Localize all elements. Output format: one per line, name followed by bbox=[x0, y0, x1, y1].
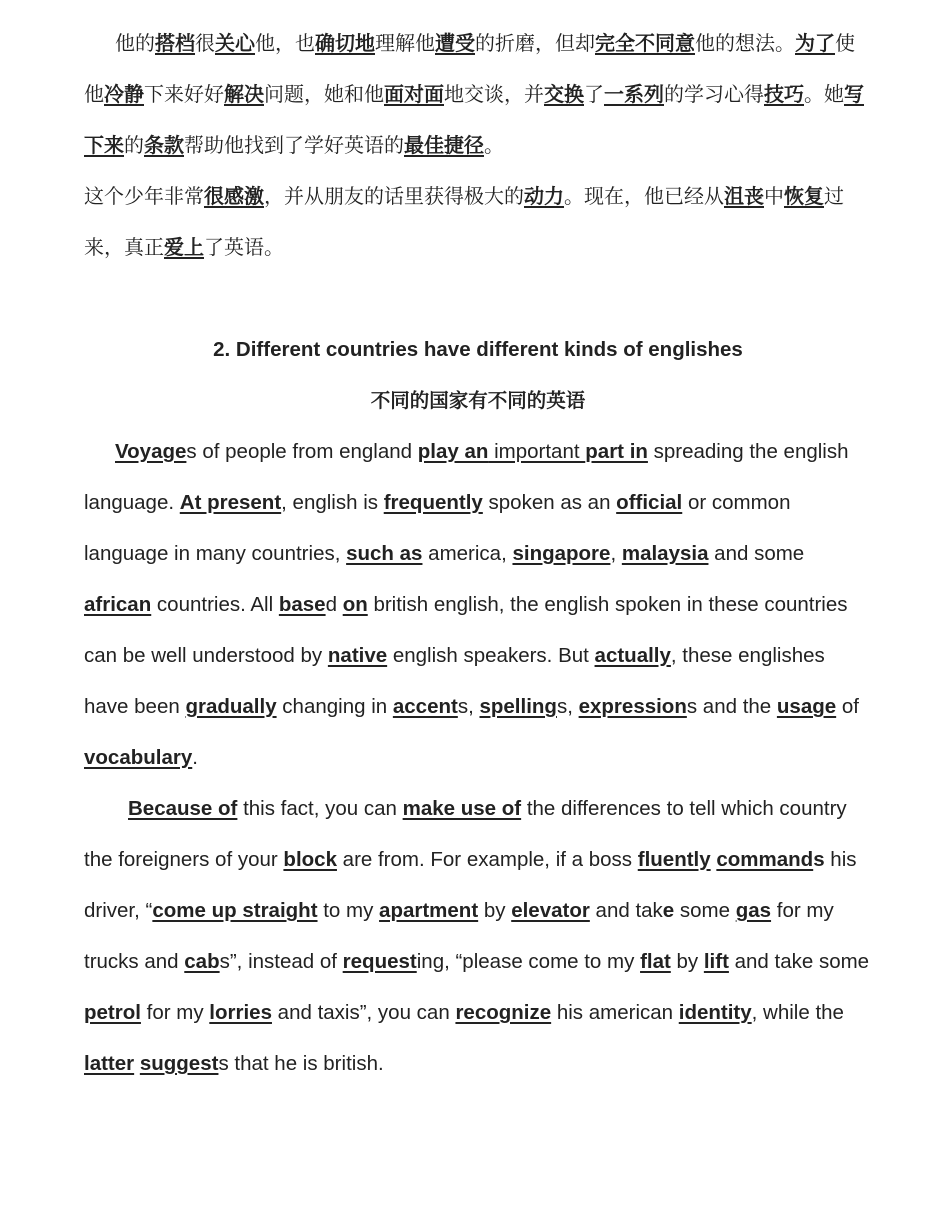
keyword-highlight: 爱上 bbox=[164, 235, 204, 259]
keyword-highlight: recognize bbox=[455, 1001, 552, 1024]
keyword-highlight: Because of bbox=[128, 797, 238, 820]
text-run: 他，也 bbox=[255, 31, 315, 55]
keyword-highlight: usage bbox=[776, 695, 837, 718]
text-run: 的折磨，但却 bbox=[475, 31, 595, 55]
keyword-highlight: block bbox=[283, 848, 337, 871]
keyword-highlight: 确切地 bbox=[315, 31, 375, 55]
text-run: or common language in many countries, bbox=[84, 491, 791, 565]
keyword-highlight: identity bbox=[678, 1001, 752, 1024]
text-run: spoken as an bbox=[482, 491, 617, 514]
text-run: 这个少年非常 bbox=[84, 184, 204, 208]
underlined-text: important bbox=[488, 440, 586, 463]
keyword-highlight: 为了 bbox=[795, 31, 835, 55]
text-run: and taxis”, you can bbox=[271, 1001, 456, 1024]
paragraph-partner-help bbox=[84, 18, 872, 171]
text-run: some bbox=[674, 899, 736, 922]
keyword-highlight: part in bbox=[585, 440, 648, 463]
keyword-highlight: such as bbox=[346, 542, 423, 565]
keyword-highlight: 条款 bbox=[144, 133, 184, 157]
keyword-highlight: 最佳捷径 bbox=[404, 133, 484, 157]
section-heading: 2. Different countries have different kinds of englishes bbox=[213, 338, 743, 361]
keyword-highlight: singapore bbox=[512, 542, 611, 565]
paragraph-teen-grateful bbox=[84, 171, 872, 273]
keyword-highlight: official bbox=[616, 491, 683, 514]
text-run: and some bbox=[708, 542, 805, 565]
keyword-highlight: 恢复 bbox=[784, 184, 824, 208]
keyword-highlight: flat bbox=[640, 950, 671, 973]
text-run: of bbox=[836, 695, 859, 718]
keyword-highlight: actually bbox=[594, 644, 671, 667]
section-gap bbox=[84, 273, 872, 324]
keyword-highlight: fluently bbox=[637, 848, 711, 871]
keyword-highlight: frequently bbox=[383, 491, 483, 514]
keyword-highlight: 动力 bbox=[524, 184, 564, 208]
text-run: s of people from england bbox=[186, 440, 418, 463]
text-run: for my trucks and bbox=[84, 899, 834, 973]
paragraph-because-of bbox=[84, 783, 872, 1089]
text-run: changing in bbox=[276, 695, 393, 718]
text-run: america, bbox=[422, 542, 513, 565]
text-run: british english, the english spoken in these countries can be well understood by bbox=[84, 593, 848, 667]
keyword-highlight: come up straight bbox=[152, 899, 318, 922]
keyword-highlight: 沮丧 bbox=[724, 184, 764, 208]
text-run: 理解他 bbox=[375, 31, 435, 55]
keyword-highlight: malaysia bbox=[621, 542, 709, 565]
keyword-highlight: elevator bbox=[511, 899, 590, 922]
keyword-highlight: 交换 bbox=[544, 82, 584, 106]
text-run: english speakers. But bbox=[387, 644, 595, 667]
text-run: . bbox=[192, 746, 198, 769]
keyword-highlight: african bbox=[84, 593, 152, 616]
keyword-highlight: Voyage bbox=[115, 440, 187, 463]
text-run: 地交谈，并 bbox=[444, 82, 544, 106]
text-run: for my bbox=[140, 1001, 210, 1024]
text-run: , english is bbox=[281, 491, 384, 514]
keyword-highlight: petrol bbox=[84, 1001, 141, 1024]
keyword-highlight: base bbox=[278, 593, 326, 616]
keyword-highlight: on bbox=[342, 593, 368, 616]
text-run: d bbox=[325, 593, 343, 616]
text-run: , bbox=[610, 542, 622, 565]
keyword-highlight: request bbox=[342, 950, 417, 973]
keyword-highlight: 冷静 bbox=[104, 82, 144, 106]
text-run: 中 bbox=[764, 184, 784, 208]
keyword-highlight: 写下来 bbox=[84, 82, 864, 157]
bold-text: e bbox=[662, 899, 675, 922]
keyword-highlight: native bbox=[327, 644, 388, 667]
keyword-highlight: 完全不同意 bbox=[595, 31, 695, 55]
keyword-highlight: apartment bbox=[379, 899, 479, 922]
text-run: s”, instead of bbox=[219, 950, 343, 973]
text-run: 使他 bbox=[84, 31, 855, 106]
keyword-highlight: 关心 bbox=[215, 31, 255, 55]
text-run: , these englishes have been bbox=[84, 644, 825, 718]
keyword-highlight: lift bbox=[703, 950, 729, 973]
keyword-highlight: 一系列 bbox=[604, 82, 664, 106]
keyword-highlight: latter bbox=[84, 1052, 135, 1075]
text-run: s that he is british. bbox=[218, 1052, 384, 1075]
keyword-highlight: 很感激 bbox=[204, 184, 264, 208]
text-run: s, bbox=[556, 695, 579, 718]
text-run: 下来好好 bbox=[144, 82, 224, 106]
text-run: and tak bbox=[589, 899, 663, 922]
keyword-highlight: gradually bbox=[185, 695, 277, 718]
keyword-highlight: play an bbox=[417, 440, 489, 463]
text-run: ，并从朋友的话里获得极大的 bbox=[264, 184, 524, 208]
text-run: the differences to tell which country the foreigners of your bbox=[84, 797, 847, 871]
text-run: s, bbox=[457, 695, 480, 718]
text-run: 他的想法。 bbox=[695, 31, 795, 55]
paragraph-voyages bbox=[84, 426, 872, 783]
text-run: ing, “please come to my bbox=[416, 950, 641, 973]
text-run: his driver, “ bbox=[84, 848, 857, 922]
text-run: and take some bbox=[728, 950, 870, 973]
text-run: are from. For example, if a boss bbox=[336, 848, 638, 871]
keyword-highlight: 遭受 bbox=[435, 31, 475, 55]
text-run: , while the bbox=[751, 1001, 844, 1024]
keyword-highlight: 技巧 bbox=[764, 82, 804, 106]
keyword-highlight: cab bbox=[184, 950, 220, 973]
keyword-highlight: 面对面 bbox=[384, 82, 444, 106]
text-run: 。 bbox=[484, 133, 504, 157]
text-run: s and the bbox=[686, 695, 777, 718]
section-subheading: 不同的国家有不同的英语 bbox=[370, 389, 586, 412]
text-run: 了英语。 bbox=[204, 235, 284, 259]
keyword-highlight: gas bbox=[735, 899, 772, 922]
keyword-highlight: spelling bbox=[479, 695, 557, 718]
keyword-highlight: command bbox=[716, 848, 814, 871]
keyword-highlight: vocabulary bbox=[84, 746, 193, 769]
text-run: 问题，她和他 bbox=[264, 82, 384, 106]
keyword-highlight: make use of bbox=[402, 797, 522, 820]
text-run: 的学习心得 bbox=[664, 82, 764, 106]
text-run: his american bbox=[551, 1001, 679, 1024]
keyword-highlight: 解决 bbox=[224, 82, 264, 106]
keyword-highlight: 搭档 bbox=[155, 31, 195, 55]
keyword-highlight: suggest bbox=[139, 1052, 219, 1075]
text-run: spreading the english language. bbox=[84, 440, 849, 514]
keyword-highlight: lorries bbox=[209, 1001, 272, 1024]
text-run: 。现在，他已经从 bbox=[564, 184, 724, 208]
text-run: 了 bbox=[584, 82, 604, 106]
text-run: this fact, you can bbox=[237, 797, 403, 820]
text-run: 的 bbox=[124, 133, 144, 157]
text-run: countries. All bbox=[151, 593, 279, 616]
text-run: 帮助他找到了学好英语的 bbox=[184, 133, 404, 157]
bold-text: s bbox=[813, 848, 825, 871]
keyword-highlight: At present bbox=[179, 491, 282, 514]
document-page bbox=[84, 18, 872, 1089]
keyword-highlight: expression bbox=[578, 695, 687, 718]
text-run: by bbox=[478, 899, 512, 922]
text-run: 过来，真正 bbox=[84, 184, 844, 259]
text-run: 他的 bbox=[115, 31, 155, 55]
text-run: 很 bbox=[195, 31, 215, 55]
text-run: by bbox=[670, 950, 704, 973]
text-run: to my bbox=[317, 899, 380, 922]
keyword-highlight: accent bbox=[392, 695, 458, 718]
text-run: 。她 bbox=[804, 82, 844, 106]
